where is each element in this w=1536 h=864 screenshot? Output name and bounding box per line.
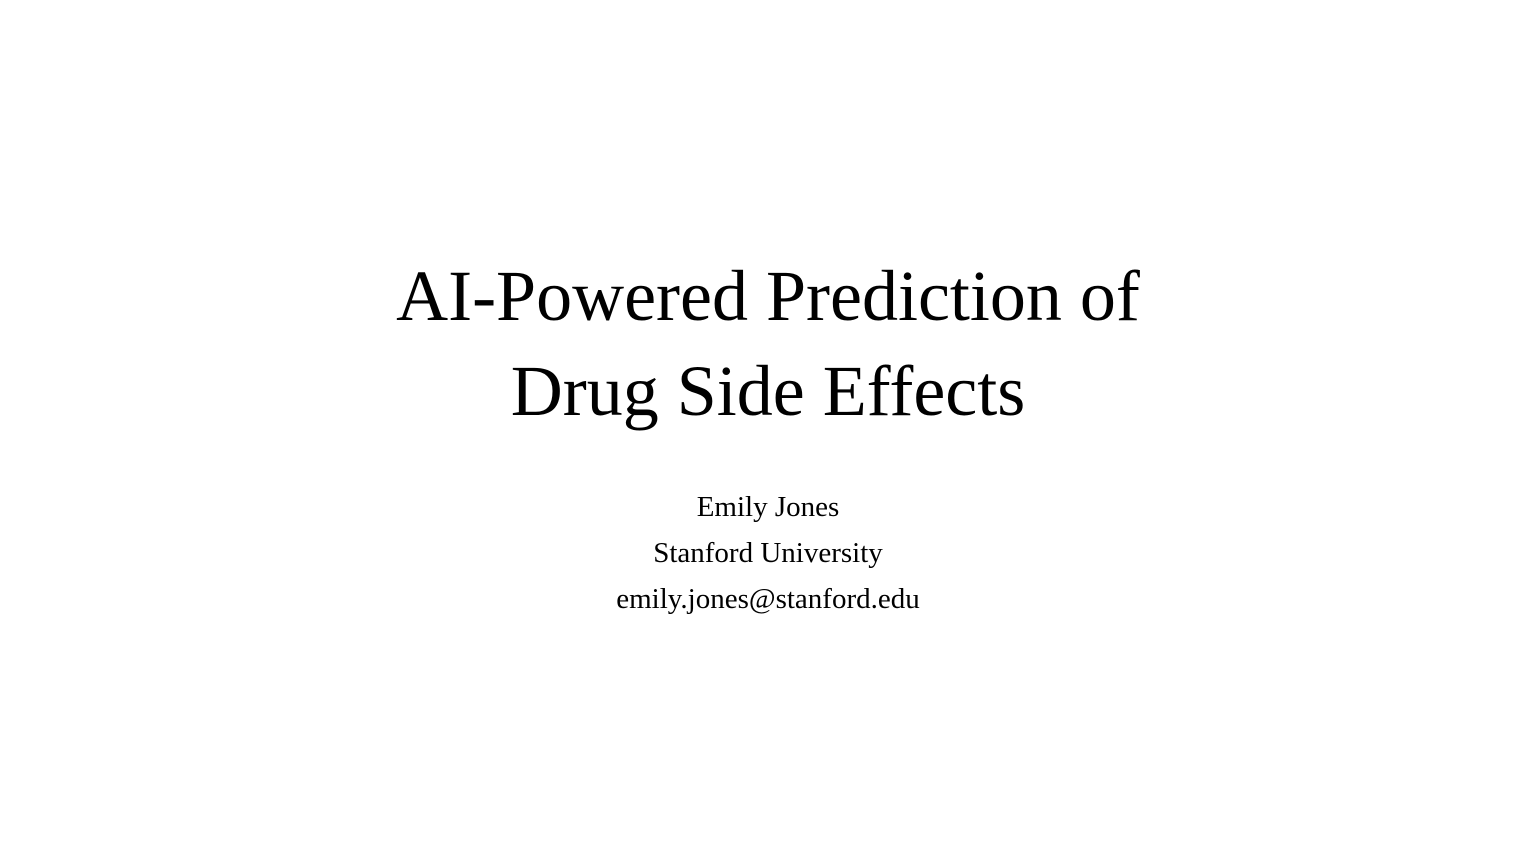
slide-title (0, 249, 1536, 439)
author-name: Emily Jones (696, 491, 840, 523)
title-line-1: AI-Powered Prediction of (396, 256, 1140, 336)
author-email: emily.jones@stanford.edu (616, 583, 920, 615)
title-line-2: Drug Side Effects (510, 351, 1026, 431)
slide-subtitle (0, 484, 1536, 622)
author-affiliation: Stanford University (653, 537, 883, 569)
